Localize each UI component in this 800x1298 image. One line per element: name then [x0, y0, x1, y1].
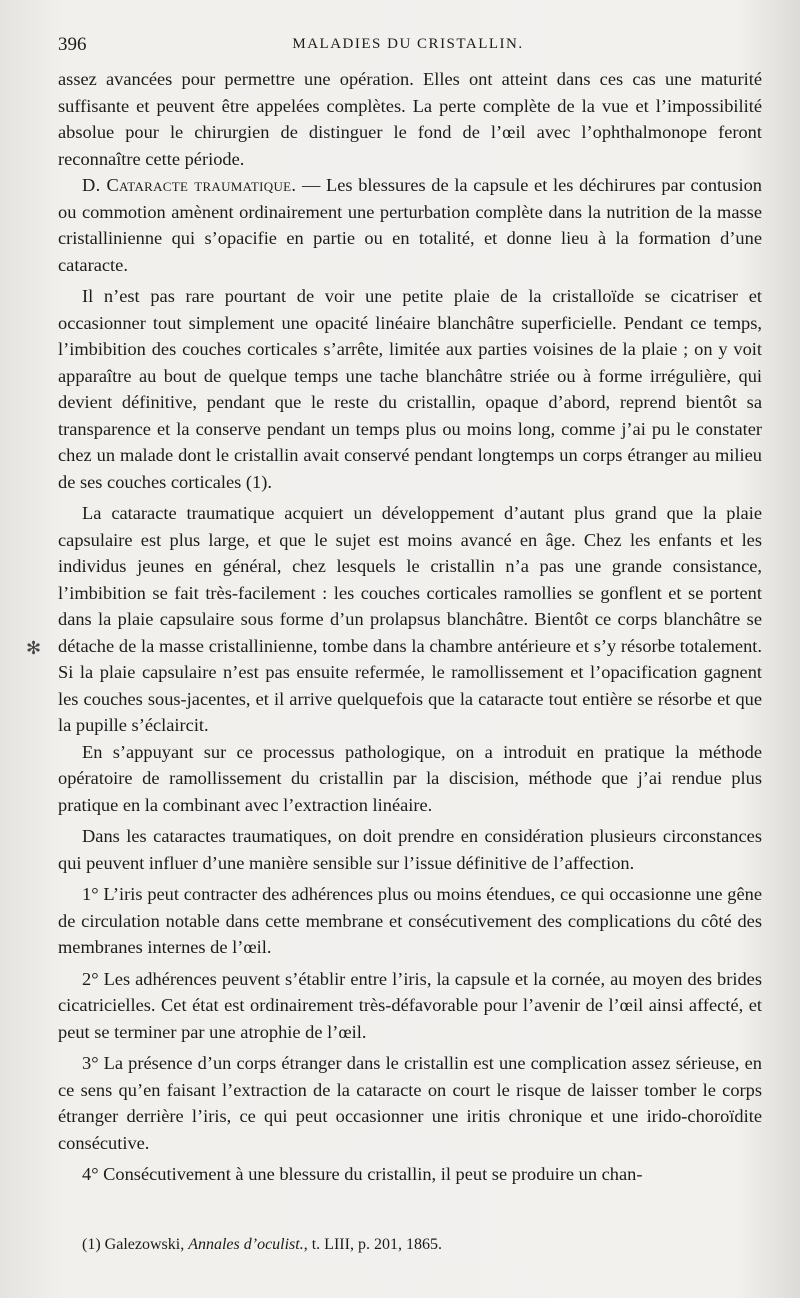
paragraph-circonstances: Dans les cataractes traumatiques, on doit prendre en considération plusieurs circonstances qui peuvent influer d’une manière sensible sur l’issue définitive de l’affection.	[58, 826, 762, 873]
footnote-reference: , t. LIII, p. 201, 1865.	[303, 1236, 442, 1253]
paragraph-plaie-cristalloide: Il n’est pas rare pourtant de voir une petite plaie de la cristalloïde se cicatriser et occasionner tout simplement une opacité linéaire blanchâtre superficielle. Pendant ce temps, l’imbibition des couches corticales s’arrête, limitée aux parties voisines de la plaie ; on y voit apparaître au bout de quelque temps une tache blanchâtre striée ou à forme irrégulière, qui devient définitive, pendant que le reste du cristallin, opaque d’abord, reprend bientôt sa transparence et la conserve pendant un temps plus ou moins long, comme j’ai pu le constater chez un malade dont le cristallin avait conservé pendant longtemps un corps étranger au milieu de ses couches corticales (1).	[58, 286, 762, 492]
list-item-3: 3° La présence d’un corps étranger dans le cristallin est une complication assez sérieuse, en ce sens qu’en faisant l’extraction de la cataracte on court le risque de laisser tomber le corps étranger derrière l’iris, ce qui peut occasionner une iritis chronique et une irido-choroïdite consécutive.	[58, 1053, 762, 1153]
list-item-2: 2° Les adhérences peuvent s’établir entre l’iris, la capsule et la cornée, au moyen des brides cicatricielles. Cet état est ordinairement très-défavorable pour l’avenir de l’œil ainsi affecté, et peut se terminer par une atrophie de l’œil.	[58, 968, 762, 1042]
footnote-author: Galezowski,	[104, 1236, 185, 1253]
page-header	[58, 34, 758, 60]
footnote	[82, 1236, 722, 1254]
list-item-4: 4° Consécutivement à une blessure du cristallin, il peut se produire un chan-	[82, 1164, 643, 1184]
section-d-heading: D. Cataracte traumatique.	[82, 175, 297, 195]
running-title: MALADIES DU CRISTALLIN.	[292, 36, 524, 52]
section-d-paragraph	[58, 172, 762, 278]
paragraph-processus: En s’appuyant sur ce processus pathologique, on a introduit en pratique la méthode opératoire de ramollissement du cristallin par la discision, méthode que j’ai rendue plus pratique en la combinant avec l’extraction linéaire.	[58, 741, 762, 815]
footnote-journal: Annales d’oculist.	[188, 1236, 304, 1253]
footnote-marker: (1)	[82, 1236, 101, 1253]
paragraph-developpement: La cataracte traumatique acquiert un développement d’autant plus grand que la plaie capsulaire est plus large, et que le sujet est moins avancé en âge. Chez les enfants et les individus jeunes en général, chez lesquels le cristallin n’a pas une grande consistance, l’imbibition se fait très-facilement : les couches corticales ramollies se gonflent et se portent dans la plaie capsulaire sous forme d’un prolapsus blanchâtre. Bientôt ce corps blanchâtre se détache de la masse cristallinienne, tombe dans la chambre antérieure et s’y résorbe totalement. Si la plaie capsulaire n’est pas ensuite refermée, le ramollissement et l’opacification gagnent les couches sous-jacentes, et il arrive quelquefois que la cataracte tout entière se résorbe et que la pupille s’éclaircit.	[58, 503, 762, 735]
paragraph-continuation: assez avancées pour permettre une opération. Elles ont atteint dans ces cas une maturité suffisante et peuvent être appelées complètes. La perte complète de la vue et l’impossibilité absolue pour le chirurgien de distinguer le fond de l’œil avec l’ophthalmonope feront reconnaître cette période.	[58, 69, 762, 169]
margin-annotation-mark: ✻	[26, 638, 42, 659]
list-item-1: 1° L’iris peut contracter des adhérences plus ou moins étendues, ce qui occasionne une gêne de circulation notable dans cette membrane et consécutivement des complications du côté des membranes internes de l’œil.	[58, 884, 762, 957]
page-number: 396	[58, 34, 87, 55]
section-d-text: — Les blessures de la capsule et les déchirures par contusion ou commotion amènent ordinairement une perturbation complète dans la nutrition de la masse cristallinienne qui s’opacifie en partie ou en totalité, et donne lieu à la formation d’une cataracte.	[58, 175, 762, 275]
body-text	[58, 66, 762, 1188]
